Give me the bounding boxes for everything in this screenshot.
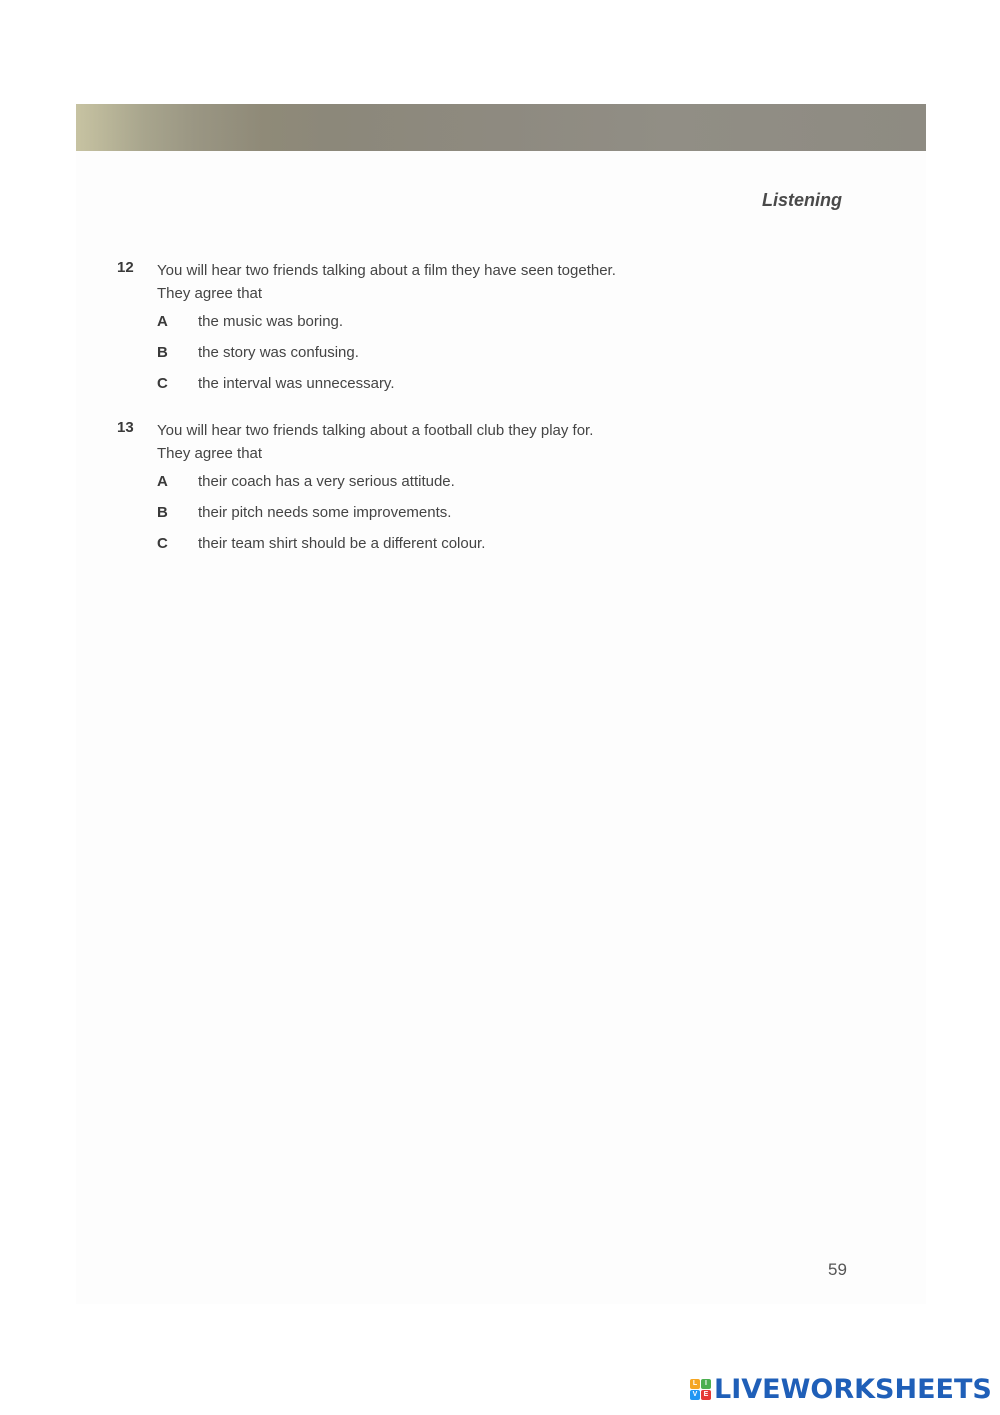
question-12 bbox=[117, 259, 737, 406]
option-letter: C bbox=[157, 535, 168, 552]
question-stem-line: You will hear two friends talking about a film they have seen together. bbox=[157, 262, 616, 279]
option-text: the interval was unnecessary. bbox=[198, 375, 395, 392]
options-list bbox=[157, 473, 737, 566]
option-letter: C bbox=[157, 375, 168, 392]
option-text: their pitch needs some improvements. bbox=[198, 504, 452, 521]
option-c[interactable] bbox=[157, 375, 737, 406]
option-a[interactable] bbox=[157, 473, 737, 504]
logo-text: LIVEWORKSHEETS bbox=[714, 1374, 992, 1405]
option-c[interactable] bbox=[157, 535, 737, 566]
option-letter: A bbox=[157, 313, 168, 330]
page-number: 59 bbox=[828, 1260, 847, 1279]
question-stem bbox=[157, 259, 737, 305]
question-stem-line: You will hear two friends talking about a football club they play for. bbox=[157, 422, 594, 439]
header-band bbox=[76, 104, 926, 151]
logo-letter: L bbox=[690, 1379, 700, 1389]
question-number: 13 bbox=[117, 419, 134, 436]
options-list bbox=[157, 313, 737, 406]
option-b[interactable] bbox=[157, 344, 737, 375]
question-stem bbox=[157, 419, 737, 465]
option-text: their team shirt should be a different colour. bbox=[198, 535, 486, 552]
option-text: their coach has a very serious attitude. bbox=[198, 473, 455, 490]
option-letter: B bbox=[157, 344, 168, 361]
question-number: 12 bbox=[117, 259, 134, 276]
option-text: the story was confusing. bbox=[198, 344, 359, 361]
question-stem-line: They agree that bbox=[157, 445, 263, 462]
logo-letter: V bbox=[690, 1390, 700, 1400]
option-text: the music was boring. bbox=[198, 313, 344, 330]
option-letter: A bbox=[157, 473, 168, 490]
logo-letter: E bbox=[701, 1390, 711, 1400]
logo-letter: I bbox=[701, 1379, 711, 1389]
option-letter: B bbox=[157, 504, 168, 521]
option-b[interactable] bbox=[157, 504, 737, 535]
option-a[interactable] bbox=[157, 313, 737, 344]
section-title: Listening bbox=[762, 190, 842, 210]
question-13 bbox=[117, 419, 737, 566]
question-stem-line: They agree that bbox=[157, 285, 263, 302]
logo-icon bbox=[690, 1379, 711, 1400]
liveworksheets-logo[interactable] bbox=[690, 1374, 992, 1405]
